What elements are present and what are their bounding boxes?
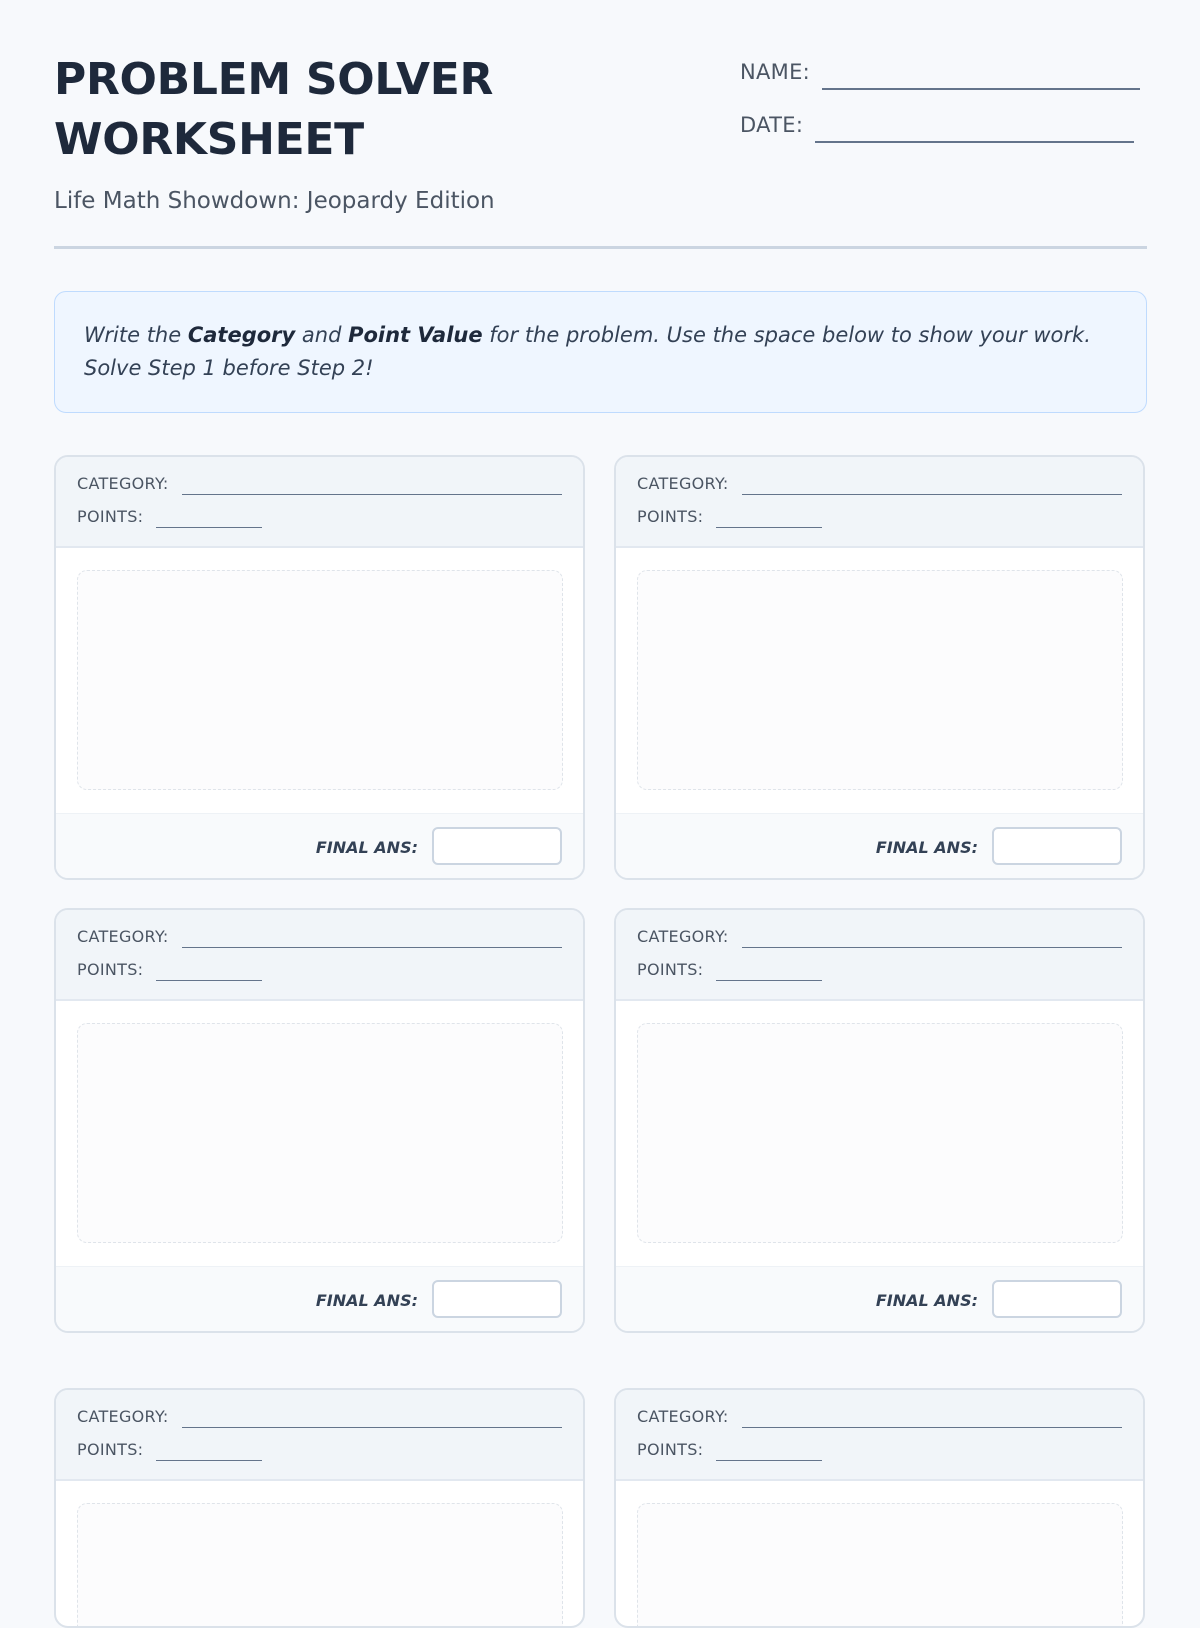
work-area[interactable] <box>637 1023 1123 1243</box>
instructions-box <box>54 291 1147 413</box>
category-field <box>637 1407 1122 1426</box>
problem-card-3 <box>54 908 585 1333</box>
card-header <box>616 910 1143 1001</box>
category-label: CATEGORY: <box>637 927 729 946</box>
points-line[interactable] <box>716 1446 822 1461</box>
name-label: NAME: <box>740 60 811 84</box>
final-answer-label: FINAL ANS: <box>875 1291 978 1310</box>
work-area[interactable] <box>77 1503 563 1628</box>
card-footer <box>616 813 1143 880</box>
card-footer <box>56 1266 583 1333</box>
category-line[interactable] <box>742 1413 1122 1428</box>
work-area[interactable] <box>77 570 563 790</box>
points-field <box>637 1440 822 1459</box>
card-header <box>616 1390 1143 1481</box>
points-field <box>77 960 262 979</box>
date-line[interactable] <box>815 121 1134 143</box>
card-footer <box>616 1266 1143 1333</box>
instructions-bold-point-value: Point Value <box>348 323 483 347</box>
category-line[interactable] <box>182 933 562 948</box>
instructions-text-3: for the problem. Use the space below to show your work. Solve Step 1 before Step 2! <box>84 323 1091 380</box>
instructions-text-1: Write the <box>84 323 188 347</box>
problem-card-5 <box>54 1388 585 1628</box>
card-header <box>56 910 583 1001</box>
points-label: POINTS: <box>77 507 144 526</box>
name-line[interactable] <box>822 68 1140 90</box>
name-field <box>740 60 1140 84</box>
points-label: POINTS: <box>637 507 704 526</box>
points-label: POINTS: <box>637 960 704 979</box>
problem-card-1 <box>54 455 585 880</box>
date-field <box>740 113 1134 137</box>
worksheet-header <box>54 50 1147 250</box>
work-area[interactable] <box>77 1023 563 1243</box>
work-area[interactable] <box>637 1503 1123 1628</box>
category-label: CATEGORY: <box>637 474 729 493</box>
problem-card-6 <box>614 1388 1145 1628</box>
category-line[interactable] <box>182 480 562 495</box>
problem-card-4 <box>614 908 1145 1333</box>
work-area[interactable] <box>637 570 1123 790</box>
points-line[interactable] <box>156 1446 262 1461</box>
points-field <box>77 507 262 526</box>
final-answer-box[interactable] <box>432 1280 562 1318</box>
points-field <box>637 507 822 526</box>
instructions-text-2: and <box>295 323 349 347</box>
category-line[interactable] <box>742 480 1122 495</box>
final-answer-label: FINAL ANS: <box>315 1291 418 1310</box>
category-field <box>637 474 1122 493</box>
points-field <box>637 960 822 979</box>
category-field <box>637 927 1122 946</box>
final-answer-label: FINAL ANS: <box>315 838 418 857</box>
category-label: CATEGORY: <box>77 474 169 493</box>
points-field <box>77 1440 262 1459</box>
final-answer-label: FINAL ANS: <box>875 838 978 857</box>
instructions-bold-category: Category <box>187 323 296 347</box>
card-header <box>56 457 583 548</box>
problem-card-2 <box>614 455 1145 880</box>
points-label: POINTS: <box>637 1440 704 1459</box>
category-line[interactable] <box>182 1413 562 1428</box>
header-divider <box>54 246 1147 249</box>
category-label: CATEGORY: <box>77 927 169 946</box>
category-field <box>77 1407 562 1426</box>
card-footer <box>56 813 583 880</box>
points-label: POINTS: <box>77 1440 144 1459</box>
title-block <box>54 50 614 214</box>
card-header <box>616 457 1143 548</box>
date-label: DATE: <box>740 113 804 137</box>
points-line[interactable] <box>716 513 822 528</box>
final-answer-box[interactable] <box>432 827 562 865</box>
points-line[interactable] <box>156 513 262 528</box>
category-line[interactable] <box>742 933 1122 948</box>
card-header <box>56 1390 583 1481</box>
page-subtitle: Life Math Showdown: Jeopardy Edition <box>54 188 495 214</box>
final-answer-box[interactable] <box>992 827 1122 865</box>
category-label: CATEGORY: <box>637 1407 729 1426</box>
category-field <box>77 474 562 493</box>
points-label: POINTS: <box>77 960 144 979</box>
points-line[interactable] <box>156 966 262 981</box>
category-field <box>77 927 562 946</box>
category-label: CATEGORY: <box>77 1407 169 1426</box>
page-title: PROBLEM SOLVER WORKSHEET <box>54 54 494 165</box>
final-answer-box[interactable] <box>992 1280 1122 1318</box>
points-line[interactable] <box>716 966 822 981</box>
